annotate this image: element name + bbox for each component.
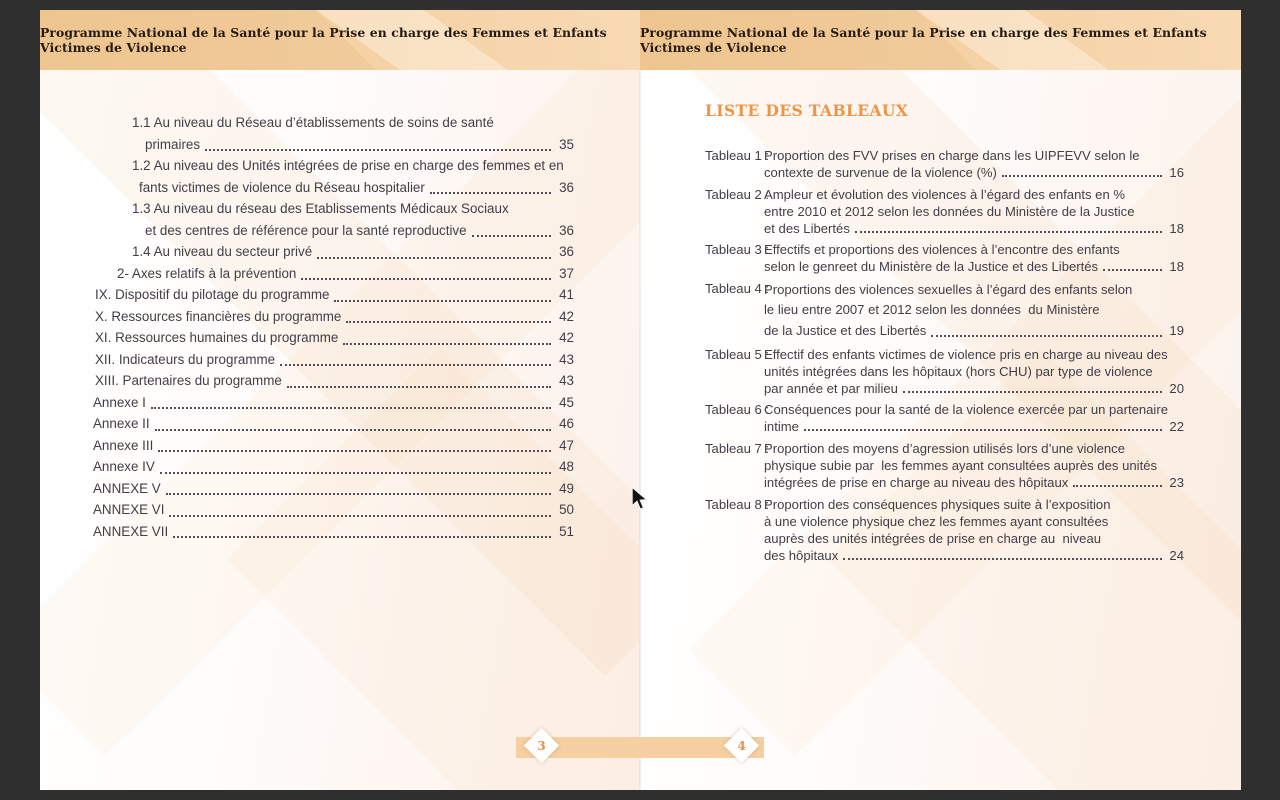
- dotted-leader: [301, 278, 551, 280]
- toc-line: [764, 457, 1184, 474]
- toc-line: [764, 147, 1184, 164]
- table-entry-text: [764, 440, 1184, 491]
- toc-line: [764, 496, 1184, 513]
- entry-text: de la Justice et des Libertés: [764, 322, 927, 338]
- toc-line: [764, 547, 1184, 564]
- entry-text: le lieu entre 2007 et 2012 selon les données du Ministère: [764, 302, 1100, 318]
- toc-line: [93, 456, 574, 478]
- toc-entry[interactable]: [93, 456, 574, 478]
- entry-text: primaires: [145, 136, 201, 152]
- dotted-leader: [158, 450, 551, 452]
- right-table-list: [705, 147, 1184, 564]
- entry-text: IX. Dispositif du pilotage du programme: [95, 287, 330, 302]
- toc-line: [93, 327, 574, 349]
- page-ref: 35: [555, 136, 574, 152]
- table-entry-label: Tableau 4 :: [705, 280, 773, 296]
- entry-text: Ampleur et évolution des violences à l’égard des enfants en %: [764, 186, 1126, 202]
- entry-text: Proportion des conséquences physiques suite à l’exposition: [764, 496, 1111, 512]
- toc-entry[interactable]: [93, 370, 574, 392]
- dotted-leader: [166, 493, 552, 495]
- entry-text: Conséquences pour la santé de la violence exercée par un partenaire: [764, 402, 1168, 418]
- table-entry[interactable]: [705, 186, 1184, 237]
- dotted-leader: [205, 149, 551, 151]
- page-ref: 49: [555, 480, 574, 496]
- entry-text: auprès des unités intégrées de prise en charge au niveau: [764, 530, 1102, 546]
- page-ref: 37: [555, 265, 574, 281]
- dotted-leader: [346, 321, 551, 323]
- dotted-leader: [855, 231, 1162, 233]
- table-entry-text: [764, 346, 1184, 397]
- table-entry-label: Tableau 3 :: [705, 242, 773, 258]
- toc-line: [93, 155, 574, 177]
- entry-text: 1.4 Au niveau du secteur privé: [132, 244, 313, 259]
- toc-entry[interactable]: [93, 392, 574, 414]
- table-entry-text: [764, 280, 1184, 342]
- dotted-leader: [931, 335, 1161, 337]
- entry-text: Effectifs et proportions des violences à l’encontre des enfants: [764, 242, 1120, 258]
- entry-text: Annexe I: [93, 394, 146, 410]
- page-ref: 16: [1165, 165, 1184, 180]
- toc-line: [93, 112, 574, 134]
- toc-line: [93, 220, 574, 242]
- entry-text: Proportion des moyens d’agression utilisés lors d’une violence: [764, 441, 1125, 457]
- table-entry[interactable]: [705, 496, 1184, 564]
- toc-entry[interactable]: [93, 435, 574, 457]
- dotted-leader: [843, 558, 1162, 560]
- toc-line: [93, 499, 574, 521]
- toc-line: [93, 392, 574, 414]
- table-entry[interactable]: [705, 280, 1184, 342]
- toc-entry[interactable]: [93, 155, 574, 198]
- page-ref: 22: [1165, 419, 1184, 435]
- entry-text: ANNEXE V: [93, 480, 161, 496]
- table-entry[interactable]: [705, 346, 1184, 397]
- list-of-tables: [705, 102, 1184, 568]
- table-entry-label: Tableau 6 :: [705, 402, 773, 418]
- toc-entry[interactable]: [93, 478, 574, 500]
- table-entry[interactable]: [705, 401, 1184, 435]
- page-ref: 36: [555, 179, 574, 195]
- page-header-band: [640, 10, 1241, 70]
- document-page-right: [640, 10, 1241, 790]
- toc-line: [764, 164, 1184, 181]
- dotted-leader: [280, 364, 551, 366]
- table-entry-label: Tableau 8 :: [705, 496, 773, 512]
- page-ref: 19: [1165, 322, 1184, 338]
- toc-line: [764, 321, 1184, 342]
- entry-text: unités intégrées dans les hôpitaux (hors CHU) par type de violence: [764, 363, 1153, 379]
- toc-line: [764, 258, 1184, 275]
- entry-text: XII. Indicateurs du programme: [95, 351, 276, 367]
- entry-text: et des Libertés: [764, 220, 850, 236]
- entry-text: Annexe II: [93, 416, 150, 431]
- page-ref: 18: [1165, 220, 1184, 236]
- toc-entry[interactable]: [93, 263, 574, 285]
- entry-text: et des centres de référence pour la santé reproductive: [145, 222, 467, 238]
- running-header-title: Programme National de la Santé pour la Prise en charge des Femmes et Enfants Victimes de Violence: [640, 25, 1207, 55]
- toc-entry[interactable]: [93, 327, 574, 349]
- page-ref: 42: [555, 308, 574, 324]
- mouse-cursor-icon: [630, 486, 652, 517]
- page-ref: 36: [555, 244, 574, 259]
- toc-line: [93, 370, 574, 392]
- entry-text: à une violence physique chez les femmes ayant consultées: [764, 513, 1109, 529]
- entry-text: des hôpitaux: [764, 547, 839, 563]
- page-number: 3: [537, 738, 546, 753]
- entry-text: entre 2010 et 2012 selon les données du Ministère de la Justice: [764, 203, 1135, 219]
- toc-entry[interactable]: [93, 306, 574, 328]
- dotted-leader: [155, 429, 552, 431]
- page-ref: 48: [555, 459, 574, 474]
- dotted-leader: [317, 257, 551, 259]
- toc-line: [93, 306, 574, 328]
- page-ref: 18: [1165, 259, 1184, 275]
- entry-text: X. Ressources financières du programme: [95, 308, 342, 324]
- entry-text: XI. Ressources humaines du programme: [95, 330, 339, 345]
- page-ref: 23: [1165, 475, 1184, 491]
- entry-text: ANNEXE VI: [93, 502, 165, 517]
- toc-line: [764, 418, 1184, 435]
- table-entry[interactable]: [705, 241, 1184, 275]
- dotted-leader: [343, 343, 551, 345]
- entry-text: 1.3 Au niveau du réseau des Etablissements Médicaux Sociaux: [132, 201, 509, 216]
- dotted-leader: [287, 386, 552, 388]
- table-entry-text: [764, 401, 1184, 435]
- page-number-badge: [724, 728, 759, 763]
- document-page-left: [40, 10, 640, 790]
- table-entry-text: [764, 147, 1184, 181]
- page-ref: 42: [555, 330, 574, 345]
- toc-entry[interactable]: [93, 198, 574, 241]
- toc-line: [93, 478, 574, 500]
- toc-line: [93, 263, 574, 285]
- dotted-leader: [1073, 485, 1162, 487]
- toc-line: [764, 300, 1184, 321]
- dotted-leader: [1002, 175, 1162, 177]
- dotted-leader: [430, 192, 552, 194]
- table-entry[interactable]: [705, 147, 1184, 181]
- entry-text: intime: [764, 419, 799, 435]
- dotted-leader: [1103, 269, 1162, 271]
- toc-line: [764, 440, 1184, 457]
- dotted-leader: [472, 235, 552, 237]
- entry-text: intégrées de prise en charge au niveau des hôpitaux: [764, 475, 1069, 491]
- toc-entry[interactable]: [93, 413, 574, 435]
- section-heading: LISTE DES TABLEAUX: [705, 101, 909, 120]
- dotted-leader: [151, 407, 552, 409]
- toc-line: [764, 241, 1184, 258]
- toc-line: [93, 134, 574, 156]
- toc-line: [764, 401, 1184, 418]
- page-ref: 43: [555, 351, 574, 367]
- entry-text: 2- Axes relatifs à la prévention: [117, 265, 297, 281]
- page-ref: 20: [1165, 380, 1184, 396]
- toc-line: [93, 413, 574, 435]
- toc-line: [764, 380, 1184, 397]
- toc-line: [93, 177, 574, 199]
- table-entry-label: Tableau 2 :: [705, 186, 773, 202]
- table-entry[interactable]: [705, 440, 1184, 491]
- page-ref: 50: [555, 502, 574, 517]
- page-ref: 36: [555, 222, 574, 238]
- page-ref: 45: [555, 394, 574, 410]
- page-ref: 43: [555, 373, 574, 388]
- page-ref: 41: [555, 287, 574, 302]
- toc-line: [764, 280, 1184, 301]
- toc-entry[interactable]: [93, 349, 574, 371]
- toc-line: [93, 349, 574, 371]
- dotted-leader: [169, 515, 551, 517]
- toc-entry[interactable]: [93, 499, 574, 521]
- entry-text: Effectif des enfants victimes de violence pris en charge au niveau des: [764, 346, 1168, 362]
- entry-text: XIII. Partenaires du programme: [95, 373, 282, 388]
- dotted-leader: [804, 429, 1162, 431]
- page-ref: 24: [1165, 547, 1184, 563]
- dotted-leader: [903, 391, 1162, 393]
- page-ref: 47: [555, 437, 574, 453]
- dotted-leader: [173, 536, 551, 538]
- toc-line: [93, 521, 574, 543]
- left-toc-list: [93, 112, 574, 542]
- toc-line: [764, 530, 1184, 547]
- entry-text: Proportions des violences sexuelles à l’égard des enfants selon: [764, 281, 1133, 297]
- toc-line: [93, 435, 574, 457]
- toc-line: [764, 186, 1184, 203]
- toc-line: [764, 220, 1184, 237]
- toc-line: [764, 346, 1184, 363]
- table-entry-text: [764, 241, 1184, 275]
- entry-text: selon le genreet du Ministère de la Justice et des Libertés: [764, 259, 1099, 275]
- entry-text: par année et par milieu: [764, 380, 898, 396]
- toc-entry[interactable]: [93, 241, 574, 263]
- toc-line: [93, 241, 574, 263]
- entry-text: Annexe IV: [93, 459, 155, 474]
- running-header-title: Programme National de la Santé pour la Prise en charge des Femmes et Enfants Victimes de Violence: [40, 25, 607, 55]
- toc-line: [93, 284, 574, 306]
- toc-line: [764, 474, 1184, 491]
- entry-text: 1.2 Au niveau des Unités intégrées de prise en charge des femmes et en: [132, 158, 564, 173]
- toc-line: [764, 513, 1184, 530]
- page-header-band: [40, 10, 640, 70]
- entry-text: Proportion des FVV prises en charge dans les UIPFEVV selon le: [764, 148, 1140, 163]
- toc-line: [764, 203, 1184, 220]
- entry-text: fants victimes de violence du Réseau hospitalier: [139, 179, 425, 195]
- page-number: 4: [737, 738, 746, 753]
- table-entry-label: Tableau 7 :: [705, 441, 773, 457]
- toc-entry[interactable]: [93, 112, 574, 155]
- table-entry-label: Tableau 5 :: [705, 346, 773, 362]
- toc-line: [93, 198, 574, 220]
- entry-text: physique subie par les femmes ayant consultées auprès des unités: [764, 458, 1158, 474]
- page-ref: 51: [555, 523, 574, 539]
- dotted-leader: [160, 472, 552, 474]
- entry-text: 1.1 Au niveau du Réseau d’établissements de soins de santé: [132, 115, 494, 130]
- page-ref: 46: [555, 416, 574, 431]
- toc-line: [764, 363, 1184, 380]
- entry-text: Annexe III: [93, 437, 154, 453]
- entry-text: contexte de survenue de la violence (%): [764, 165, 997, 180]
- toc-entry[interactable]: [93, 521, 574, 543]
- entry-text: ANNEXE VII: [93, 523, 169, 539]
- page-number-badge: [524, 728, 559, 763]
- table-entry-text: [764, 496, 1184, 564]
- table-entry-text: [764, 186, 1184, 237]
- dotted-leader: [334, 300, 551, 302]
- table-entry-label: Tableau 1 :: [705, 148, 773, 163]
- toc-entry[interactable]: [93, 284, 574, 306]
